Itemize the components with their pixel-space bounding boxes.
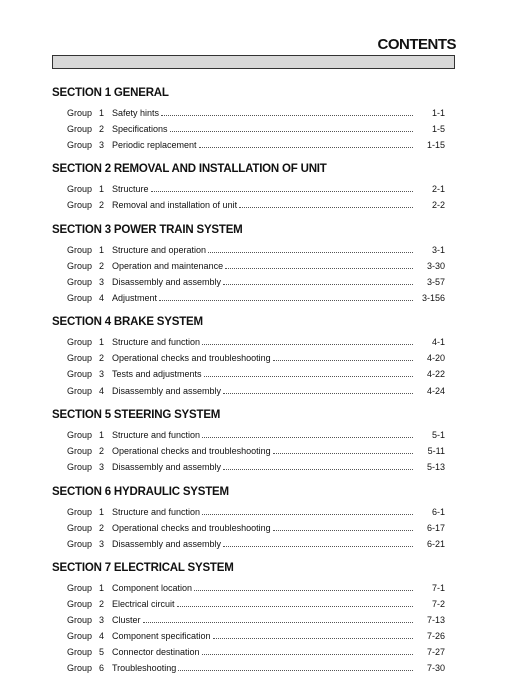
toc-entry[interactable] [67,243,445,255]
section-heading: SECTION 4 BRAKE SYSTEM [52,316,203,328]
dot-leader [273,530,413,531]
group-number: 5 [99,647,105,657]
entry-title: Troubleshooting [112,663,177,673]
toc-entry[interactable] [67,444,445,456]
dot-leader [202,514,413,515]
toc-entry[interactable] [67,291,445,303]
dot-leader [223,469,413,470]
entry-title: Component location [112,583,193,593]
toc-entry[interactable] [67,460,445,472]
entry-title: Structure [112,184,149,194]
dot-leader [177,606,413,607]
page-number: 6-1 [431,507,445,517]
toc-entry[interactable] [67,122,445,134]
dot-leader [194,590,413,591]
toc-entry[interactable] [67,182,445,194]
dot-leader [225,268,413,269]
group-number: 4 [99,386,105,396]
page-number: 5-1 [431,430,445,440]
group-number: 1 [99,507,105,517]
dot-leader [202,437,413,438]
group-number: 1 [99,184,105,194]
dot-leader [213,638,413,639]
entry-title: Safety hints [112,108,160,118]
group-label: Group [67,140,93,150]
dot-leader [223,284,413,285]
page-number: 3-57 [426,277,445,287]
page-number: 7-26 [426,631,445,641]
entry-title: Operational checks and troubleshooting [112,353,271,363]
entry-title: Structure and function [112,430,201,440]
page-number: 1-15 [426,140,445,150]
entry-title: Disassembly and assembly [112,462,222,472]
page-number: 4-1 [431,337,445,347]
group-number: 2 [99,353,105,363]
section-heading: SECTION 5 STEERING SYSTEM [52,409,221,421]
group-label: Group [67,353,93,363]
entry-title: Adjustment [112,293,158,303]
entry-title: Specifications [112,124,168,134]
page-number: 4-24 [426,386,445,396]
entry-title: Operational checks and troubleshooting [112,446,271,456]
toc-entry[interactable] [67,613,445,625]
section-heading: SECTION 6 HYDRAULIC SYSTEM [52,486,229,498]
page-number: 2-1 [431,184,445,194]
toc-entry[interactable] [67,629,445,641]
group-number: 3 [99,539,105,549]
dot-leader [204,376,413,377]
dot-leader [273,453,413,454]
group-label: Group [67,615,93,625]
group-label: Group [67,462,93,472]
toc-entry[interactable] [67,521,445,533]
section-heading: SECTION 1 GENERAL [52,87,169,99]
group-number: 2 [99,523,105,533]
toc-entry[interactable] [67,661,445,673]
page-number: 1-5 [431,124,445,134]
group-number: 1 [99,583,105,593]
group-label: Group [67,430,93,440]
group-label: Group [67,523,93,533]
page-number: 7-13 [426,615,445,625]
section-heading: SECTION 7 ELECTRICAL SYSTEM [52,562,234,574]
group-number: 4 [99,631,105,641]
group-number: 4 [99,293,105,303]
group-label: Group [67,200,93,210]
toc-entry[interactable] [67,597,445,609]
group-label: Group [67,337,93,347]
section-heading: SECTION 3 POWER TRAIN SYSTEM [52,224,243,236]
dot-leader [178,670,413,671]
toc-entry[interactable] [67,335,445,347]
page-number: 6-17 [426,523,445,533]
group-number: 2 [99,446,105,456]
group-number: 3 [99,462,105,472]
page-number: 3-156 [421,293,445,303]
page-number: 7-1 [431,583,445,593]
group-label: Group [67,245,93,255]
entry-title: Operational checks and troubleshooting [112,523,271,533]
group-number: 3 [99,277,105,287]
toc-entry[interactable] [67,505,445,517]
dot-leader [202,654,413,655]
toc-entry[interactable] [67,198,445,210]
page-number: 5-11 [427,446,445,456]
dot-leader [208,252,413,253]
toc-entry[interactable] [67,351,445,363]
toc-entry[interactable] [67,367,445,379]
entry-title: Removal and installation of unit [112,200,238,210]
group-label: Group [67,124,93,134]
page-number: 3-1 [431,245,445,255]
dot-leader [170,131,413,132]
group-label: Group [67,293,93,303]
toc-entry[interactable] [67,138,445,150]
entry-title: Periodic replacement [112,140,197,150]
dot-leader [143,622,413,623]
page-number: 4-20 [426,353,445,363]
group-number: 2 [99,599,105,609]
entry-title: Disassembly and assembly [112,277,222,287]
group-label: Group [67,108,93,118]
group-number: 2 [99,124,105,134]
page-number: 5-13 [426,462,445,472]
group-number: 1 [99,108,105,118]
group-number: 1 [99,430,105,440]
group-label: Group [67,369,93,379]
dot-leader [199,147,413,148]
group-label: Group [67,277,93,287]
dot-leader [273,360,413,361]
entry-title: Disassembly and assembly [112,386,222,396]
page-title: CONTENTS [377,36,456,53]
group-label: Group [67,507,93,517]
group-number: 3 [99,615,105,625]
group-number: 3 [99,140,105,150]
toc-entry[interactable] [67,428,445,440]
dot-leader [223,546,413,547]
page-number: 7-27 [426,647,445,657]
entry-title: Cluster [112,615,141,625]
dot-leader [159,300,413,301]
page-number: 3-30 [426,261,445,271]
group-label: Group [67,647,93,657]
page-number: 7-2 [431,599,445,609]
page-number: 7-30 [426,663,445,673]
toc-entry[interactable] [67,106,445,118]
group-label: Group [67,184,93,194]
toc-entry[interactable] [67,581,445,593]
entry-title: Component specification [112,631,211,641]
group-label: Group [67,446,93,456]
group-number: 2 [99,261,105,271]
entry-title: Disassembly and assembly [112,539,222,549]
dot-leader [161,115,413,116]
entry-title: Connector destination [112,647,200,657]
group-number: 3 [99,369,105,379]
entry-title: Tests and adjustments [112,369,202,379]
page-number: 1-1 [431,108,445,118]
toc-entry[interactable] [67,259,445,271]
group-number: 1 [99,337,105,347]
entry-title: Electrical circuit [112,599,175,609]
section-heading: SECTION 2 REMOVAL AND INSTALLATION OF UNIT [52,163,327,175]
group-label: Group [67,583,93,593]
group-label: Group [67,539,93,549]
title-bar [52,55,455,69]
group-number: 1 [99,245,105,255]
group-label: Group [67,631,93,641]
toc-entry[interactable] [67,275,445,287]
page-number: 4-22 [426,369,445,379]
group-number: 2 [99,200,105,210]
group-number: 6 [99,663,105,673]
toc-entry[interactable] [67,537,445,549]
toc-entry[interactable] [67,645,445,657]
dot-leader [223,393,413,394]
entry-title: Structure and function [112,507,201,517]
entry-title: Operation and maintenance [112,261,224,271]
group-label: Group [67,386,93,396]
toc-entry[interactable] [67,384,445,396]
page-number: 2-2 [431,200,445,210]
page-number: 6-21 [426,539,445,549]
entry-title: Structure and function [112,337,201,347]
entry-title: Structure and operation [112,245,207,255]
dot-leader [239,207,413,208]
group-label: Group [67,599,93,609]
dot-leader [202,344,413,345]
group-label: Group [67,261,93,271]
group-label: Group [67,663,93,673]
dot-leader [151,191,413,192]
